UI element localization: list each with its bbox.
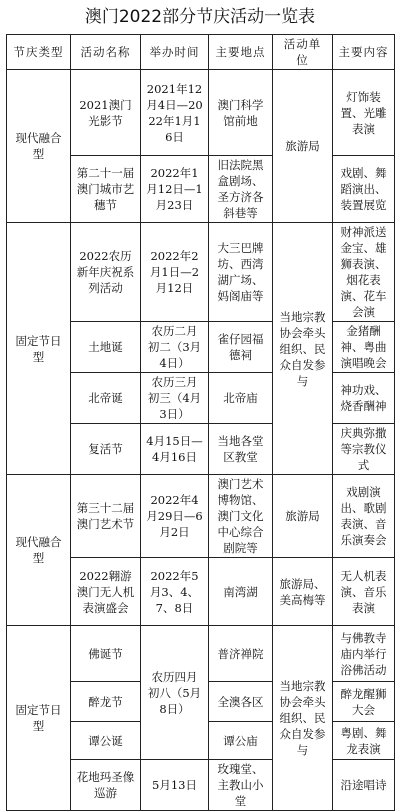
header-place: 主要地点 <box>209 35 273 70</box>
activity-unit: 当地宗教协会牵头组织、民众自发参与 <box>273 626 333 811</box>
activity-time: 4月15日—4月16日 <box>141 424 209 475</box>
activity-name: 第三十二届澳门艺术节 <box>71 475 141 558</box>
header-row <box>7 35 395 70</box>
header-unit: 活动单位 <box>273 35 333 70</box>
activity-name: 土地诞 <box>71 322 141 373</box>
header-name: 活动名称 <box>71 35 141 70</box>
header-type: 节庆类型 <box>7 35 71 70</box>
header-content: 主要内容 <box>333 35 395 70</box>
header-time: 举办时间 <box>141 35 209 70</box>
activity-time: 2022年4月29日—6月2日 <box>141 475 209 558</box>
page-title: 澳门2022部分节庆活动一览表 <box>84 7 316 27</box>
activity-content: 沿途唱诗 <box>333 760 395 811</box>
activity-content: 粤剧、舞龙表演 <box>333 722 395 760</box>
activity-name: 2022翱游澳门无人机表演盛会 <box>71 558 141 626</box>
activity-place: 全澳各区 <box>209 682 273 722</box>
activity-time: 农历二月初二（3月4日） <box>141 322 209 373</box>
table-row <box>7 475 395 558</box>
activity-content: 戏剧、舞蹈演出、装置展览 <box>333 156 395 223</box>
activity-place: 大三巴牌坊、西湾湖广场、妈阁庙等 <box>209 223 273 322</box>
table-row <box>7 626 395 682</box>
activity-time: 2021年12月4日—2022年1月16日 <box>141 70 209 156</box>
table-row <box>7 223 395 322</box>
activity-place: 雀仔园福德祠 <box>209 322 273 373</box>
activity-place: 玫瑰堂、主教山小堂 <box>209 760 273 811</box>
activity-content: 金猪酬神、粤曲演唱晚会 <box>333 322 395 373</box>
activity-name: 醉龙节 <box>71 682 141 722</box>
festival-type: 现代融合型 <box>7 475 71 626</box>
activity-place: 普济禅院 <box>209 626 273 682</box>
activity-place: 旧法院黑盒剧场、圣方济各斜巷等 <box>209 156 273 223</box>
activity-content: 醉龙醒狮大会 <box>333 682 395 722</box>
activity-place: 当地各堂区教堂 <box>209 424 273 475</box>
activity-name: 谭公诞 <box>71 722 141 760</box>
table-row <box>7 70 395 156</box>
activity-name: 2021澳门光影节 <box>71 70 141 156</box>
activity-unit: 旅游局 <box>273 475 333 558</box>
activity-time: 2022年2月1日—2月12日 <box>141 223 209 322</box>
activity-place: 南湾湖 <box>209 558 273 626</box>
festival-type: 固定节日型 <box>7 626 71 811</box>
activity-time: 2022年1月12日—1月23日 <box>141 156 209 223</box>
activity-time: 2022年5月3、4、7、8日 <box>141 558 209 626</box>
activity-place: 澳门科学馆前地 <box>209 70 273 156</box>
activity-name: 北帝诞 <box>71 373 141 424</box>
activity-content: 财神派送金宝、雄狮表演、烟花表演、花车会演 <box>333 223 395 322</box>
activity-time: 5月13日 <box>141 760 209 811</box>
activity-content: 无人机表演、音乐表演 <box>333 558 395 626</box>
activity-name: 佛诞节 <box>71 626 141 682</box>
festival-table <box>6 34 395 811</box>
activity-content: 庆典弥撒等宗教仪式 <box>333 424 395 475</box>
activity-place: 谭公庙 <box>209 722 273 760</box>
activity-time: 农历四月初八（5月8日） <box>141 626 209 760</box>
activity-name: 花地玛圣像巡游 <box>71 760 141 811</box>
activity-name: 复活节 <box>71 424 141 475</box>
activity-unit: 旅游局 <box>273 70 333 223</box>
festival-type: 现代融合型 <box>7 70 71 223</box>
activity-content: 戏剧演出、歌剧表演、音乐演奏会 <box>333 475 395 558</box>
activity-place: 澳门艺术博物馆、澳门文化中心综合剧院等 <box>209 475 273 558</box>
activity-content: 灯饰装置、光雕表演 <box>333 70 395 156</box>
activity-content: 神功戏、烧香酬神 <box>333 373 395 424</box>
activity-unit: 当地宗教协会牵头组织、民众自发参与 <box>273 223 333 475</box>
activity-time: 农历三月初三（4月3日） <box>141 373 209 424</box>
activity-place: 北帝庙 <box>209 373 273 424</box>
activity-content: 与佛教寺庙内举行浴佛活动 <box>333 626 395 682</box>
activity-name: 2022农历新年庆祝系列活动 <box>71 223 141 322</box>
activity-name: 第二十一届澳门城市艺穗节 <box>71 156 141 223</box>
festival-type: 固定节日型 <box>7 223 71 475</box>
activity-unit: 旅游局、美高梅等 <box>273 558 333 626</box>
